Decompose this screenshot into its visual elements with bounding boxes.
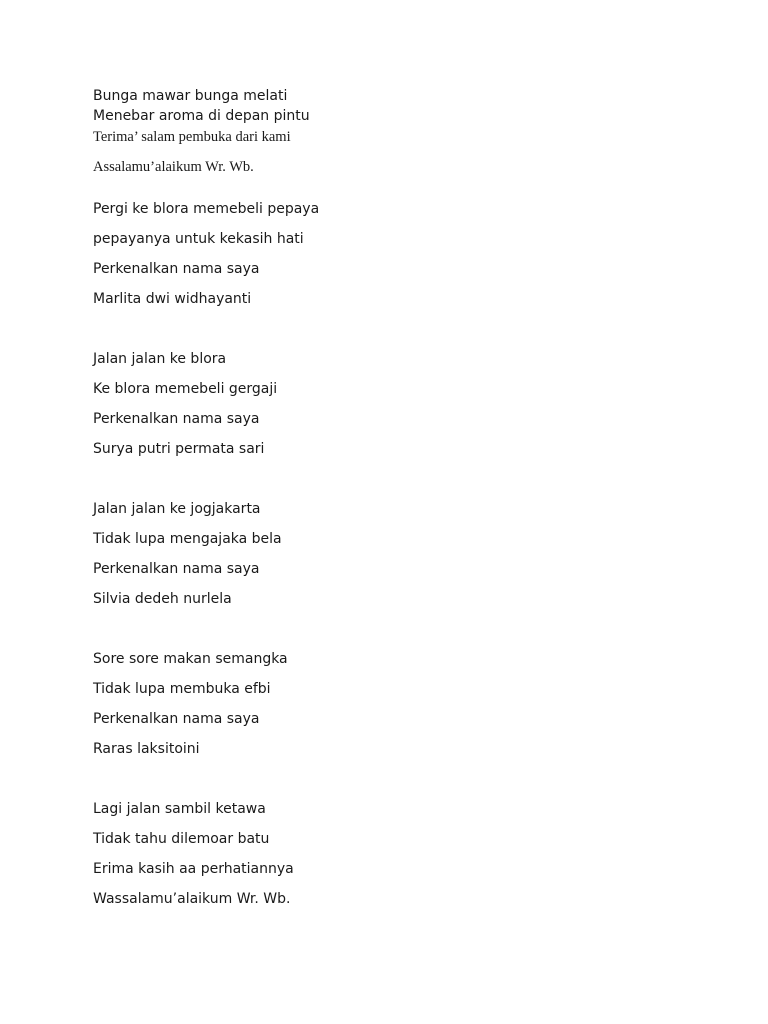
stanza-line: Surya putri permata sari bbox=[93, 441, 265, 457]
stanza-line: Jalan jalan ke blora bbox=[93, 351, 227, 367]
intro-line: Terima’ salam pembuka dari kami bbox=[93, 129, 291, 145]
stanza-line: Pergi ke blora memebeli pepaya bbox=[93, 201, 320, 217]
stanza-line: Marlita dwi widhayanti bbox=[93, 291, 252, 307]
closing-greeting-line: Wassalamu’alaikum Wr. Wb. bbox=[93, 891, 291, 907]
stanza bbox=[93, 648, 693, 768]
stanza bbox=[93, 198, 693, 318]
stanza-line: Perkenalkan nama saya bbox=[93, 261, 260, 277]
stanza bbox=[93, 798, 693, 918]
stanza-line: Perkenalkan nama saya bbox=[93, 411, 260, 427]
intro-line: Menebar aroma di depan pintu bbox=[93, 108, 310, 124]
intro-verse bbox=[93, 86, 693, 177]
stanza-line: Ke blora memebeli gergaji bbox=[93, 381, 278, 397]
greeting-line: Assalamu’alaikum Wr. Wb. bbox=[93, 159, 254, 175]
stanza-line: Perkenalkan nama saya bbox=[93, 561, 260, 577]
stanza-line: Tidak tahu dilemoar batu bbox=[93, 831, 270, 847]
stanza-line: Perkenalkan nama saya bbox=[93, 711, 260, 727]
stanza bbox=[93, 348, 693, 468]
stanza-line: Lagi jalan sambil ketawa bbox=[93, 801, 266, 817]
stanza-line: Silvia dedeh nurlela bbox=[93, 591, 232, 607]
stanza-line: Raras laksitoini bbox=[93, 741, 200, 757]
intro-line: Bunga mawar bunga melati bbox=[93, 88, 288, 104]
stanza-line: Sore sore makan semangka bbox=[93, 651, 288, 667]
stanza-line: pepayanya untuk kekasih hati bbox=[93, 231, 304, 247]
stanza-line: Jalan jalan ke jogjakarta bbox=[93, 501, 261, 517]
stanza bbox=[93, 498, 693, 618]
stanza-line: Tidak lupa mengajaka bela bbox=[93, 531, 282, 547]
stanza-line: Tidak lupa membuka efbi bbox=[93, 681, 271, 697]
pantun-stanzas bbox=[93, 198, 693, 918]
stanza-line: Erima kasih aa perhatiannya bbox=[93, 861, 294, 877]
